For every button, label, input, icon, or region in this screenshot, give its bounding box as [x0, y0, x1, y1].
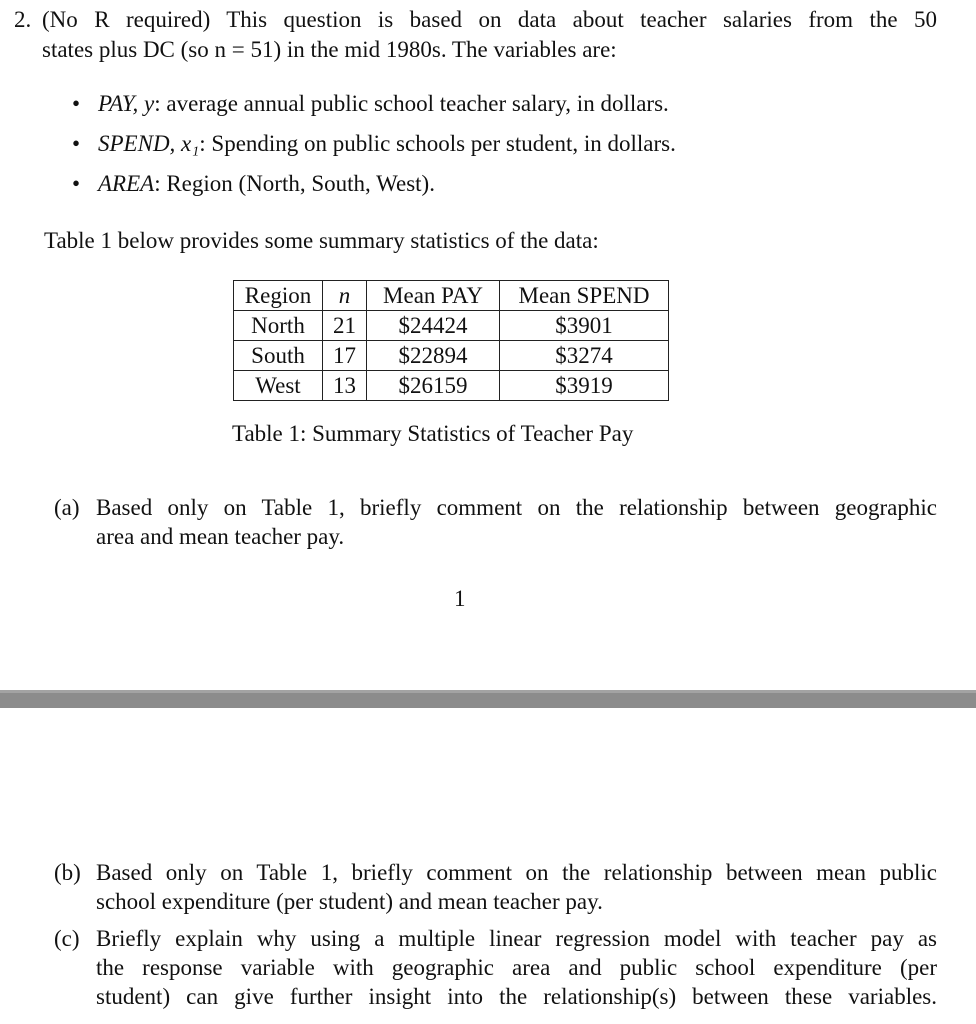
document-page-2: [0, 708, 976, 1024]
part-c-label: (c): [54, 926, 80, 951]
cell-mean-spend: $3919: [500, 371, 669, 401]
variable-name: PAY, y: [98, 91, 155, 116]
cell-n: 17: [323, 341, 367, 371]
variable-item-area: [72, 169, 676, 209]
summary-statistics-table: [233, 280, 669, 401]
table-header-row: [234, 281, 669, 311]
cell-n: 13: [323, 371, 367, 401]
variable-description: : Spending on public schools per student, in dollars.: [199, 131, 676, 156]
bullet-icon: •: [72, 131, 81, 156]
page-number: 1: [454, 586, 466, 611]
table-intro-text: Table 1 below provides some summary statistics of the data:: [44, 228, 599, 253]
header-mean-spend: Mean SPEND: [500, 281, 669, 311]
variable-item-pay: [72, 89, 676, 129]
cell-mean-spend: $3901: [500, 311, 669, 341]
cell-mean-spend: $3274: [500, 341, 669, 371]
bullet-icon: •: [72, 91, 81, 116]
part-b-text: [96, 858, 937, 916]
part-a-text: [96, 493, 937, 551]
part-b-line-1: Based only on Table 1, briefly comment on the relationship between mean public: [96, 860, 937, 885]
header-mean-pay: Mean PAY: [367, 281, 500, 311]
cell-mean-pay: $24424: [367, 311, 500, 341]
bullet-icon: •: [72, 171, 81, 196]
part-a-line-1: Based only on Table 1, briefly comment on the relationship between geographic: [96, 495, 937, 520]
part-a-line-2: area and mean teacher pay.: [96, 524, 345, 549]
part-a-label: (a): [54, 495, 80, 520]
variable-name: SPEND, x₁: [98, 131, 200, 156]
question-text-line-2: states plus DC (so n = 51) in the mid 1980s. The variables are:: [42, 37, 617, 62]
cell-region: South: [234, 341, 323, 371]
variable-description: : average annual public school teacher salary, in dollars.: [154, 91, 669, 116]
part-c-line-3: student) can give further insight into the relationship(s) between these variables.: [96, 984, 937, 1009]
question-text-line-1: (No R required) This question is based on data about teacher salaries from the 50: [42, 7, 937, 32]
variable-list: [72, 89, 676, 209]
cell-mean-pay: $22894: [367, 341, 500, 371]
part-c-line-1: Briefly explain why using a multiple linear regression model with teacher pay as: [96, 926, 937, 951]
cell-region: North: [234, 311, 323, 341]
page-separator: [0, 690, 976, 708]
variable-name: AREA: [98, 171, 155, 196]
part-b-label: (b): [54, 860, 81, 885]
cell-n: 21: [323, 311, 367, 341]
cell-mean-pay: $26159: [367, 371, 500, 401]
header-n: n: [323, 281, 367, 311]
question-number: 2.: [14, 7, 32, 32]
variable-item-spend: [72, 129, 676, 169]
table-caption: Table 1: Summary Statistics of Teacher Pay: [232, 421, 634, 446]
part-c-text: [96, 924, 937, 1011]
header-region: Region: [234, 281, 323, 311]
part-c-line-2: the response variable with geographic area and public school expenditure (per: [96, 955, 937, 980]
part-b-line-2: school expenditure (per student) and mean teacher pay.: [96, 889, 603, 914]
cell-region: West: [234, 371, 323, 401]
table-row: [234, 311, 669, 341]
variable-description: : Region (North, South, West).: [154, 171, 435, 196]
table-row: [234, 371, 669, 401]
table-row: [234, 341, 669, 371]
